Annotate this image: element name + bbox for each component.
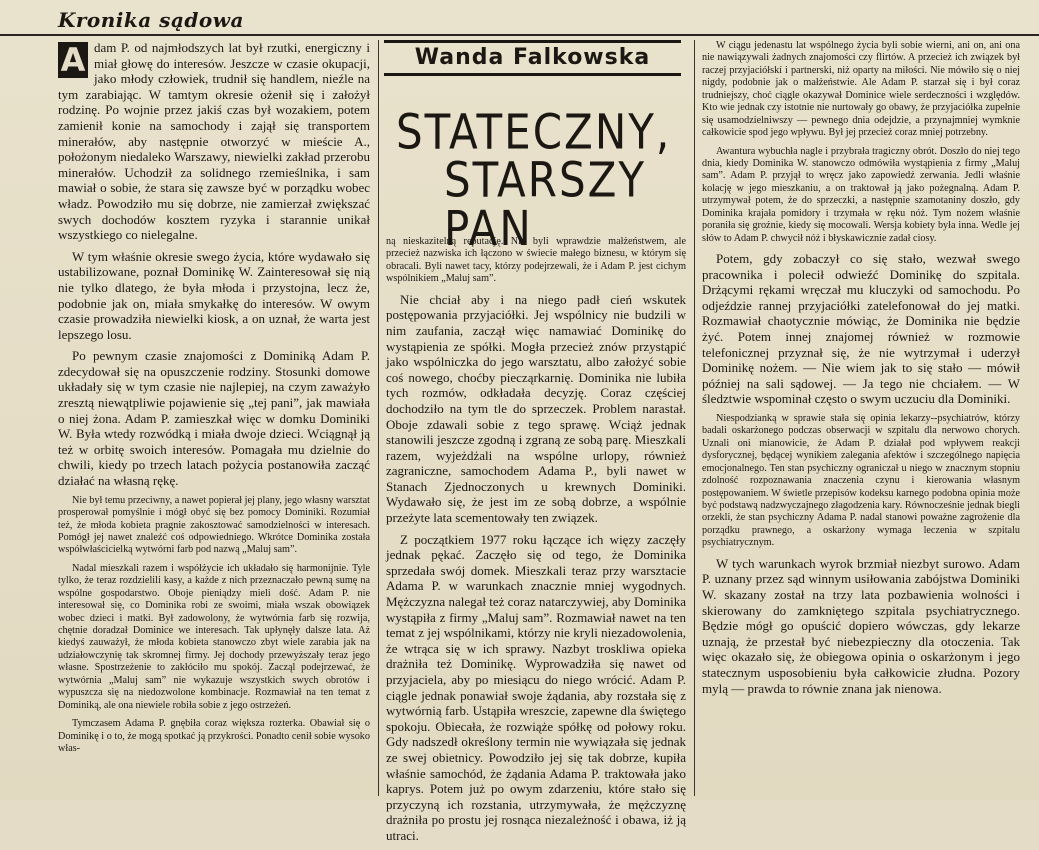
column-2 — [386, 236, 686, 850]
paragraph-small-1: W ciągu jedenastu lat wspólnego życia byli sobie wierni, ani on, ani ona nie nawiązywali żadnych znajomości czy flirtów. A przecież ich związek był raczej przyjaciółskí i partnerski, niż oparty na miłości. Nie mówiło się o niej nigdy, podobnie jak o małżeństwie. Ale Adam P. starzał się i był coraz trudniejszy, choć ciągle okazywał Dominice wiele serdeczności i względów. Kto wie jednak czy istotnie nie nurtowały go obawy, że przyjaciółka zupełnie się usamodzielniwszy — pewnego dnia odejdzie, a przynajmniej wymknie całkowicie spod jego wpływu. Był jej przecież coraz mniej potrzebny. — [702, 40, 1020, 139]
paragraph-small-1: Nie był temu przeciwny, a nawet popierał jej plany, jego własny warsztat prosperował pomyślnie i mógł obyć się bez pomocy Dominiki. Rozumiał też, że młoda kobieta pragnie zakosztować samodzielności w interesach. Pomógł jej nawet znaleźć coś odpowiedniego. Wkrótce Dominika została współwłaścicielką wytwórni farb pod nazwą „Maluj sam”. — [58, 494, 370, 556]
column-3 — [702, 40, 1020, 702]
headline-line-2: STARSZY PAN — [444, 151, 647, 257]
author-box — [384, 40, 681, 76]
paragraph-small-3: Tymczasem Adama P. gnębiła coraz większa rozterka. Obawiał się o Dominikę i o to, że mogą spotkać ją przykrości. Ponadto cenił sobie wysoko włas- — [58, 718, 370, 754]
paragraph-small-1: ną nieskazitelną reputację. Nie byli wprawdzie małżeństwem, ale przecież nazwiska ich łączono w świecie małego biznesu, w którym się obracali. Byli nawet tacy, którzy podejrzewali, że i Adam P. jest cichym wspólnikiem „Maluj sam”. — [386, 236, 686, 285]
paragraph-2: Z początkiem 1977 roku łączące ich więzy zaczęły jednak pękać. Zaczęło się od tego, że Dominika sprzedała swój domek. Mieszkali teraz przy warsztacie Adama P. w warunkach znacznie mniej wygodnych. Mężczyzna nalegał też coraz natarczywiej, aby Dominika wystąpiła z firmy „Maluj sam”. Rozmawiał nawet na ten temat z jej wspólnikami, którzy nie kryli niezadowolenia, że wtrąca się w ich sprawy. Nazbyt troskliwa opieka drażniła też Dominikę. Wyprowadziła się nawet od przyjaciela, aby po miesiącu do niego wrócić. Adam P. ciągle jednak ponawiał swoje żądania, aby rozstała się z wytwórnią farb. Ustąpiła wreszcie, zapewne dla świętego spokoju. Obiecała, że rozwiąże spółkę od połowy roku. Gdy nadszedł określony termin nie wywiązała się jednak ze swej obietnicy. Powodziło jej się tak dobrze, kupiła właśnie samochód, że żądania Adama P. traktowała jako kaprys. Potem już po owym zdarzeniu, które stało się przyczyną ich rozstania, utrzymywała, że mężczyznę drażniła po prostu jej rosnąca niezależność i obawa, iż ją utraci. — [386, 531, 686, 843]
paragraph-3: Po pewnym czasie znajomości z Dominiką Adam P. zdecydował się na opuszczenie rodziny. Stosunki domowe układały się w tym czasie nie najlepiej, na czym zaważyło zresztą niewątpliwie pojawienie się „tej pani”, jak mawiała o niej żona. Adam P. zamieszkał więc w domku Dominiki W. Była wtedy rozwódką i miała dwoje dzieci. Wciągnął ją też w orbitę swoich interesów. Pomagała mu dzielnie do chwili, kiedy po trzech latach pożycia postanowiła zacząć działać na własną rękę. — [58, 348, 370, 489]
drop-cap: A — [58, 42, 88, 78]
headline-line-1: STATECZNY, — [396, 103, 672, 160]
author-name: Wanda Falkowska — [414, 45, 651, 70]
column-1 — [58, 40, 370, 761]
paragraph-small-3: Niespodzianką w sprawie stała się opinia lekarzy--psychiatrów, którzy badali oskarżonego podczas obserwacji w szpitalu dla nerwowo chorych. Uznali oni mianowicie, że Adam P. działał pod wpływem reakcji dysforycznej, będącej wynikiem zalegania afektów i szczególnego napięcia emocjonalnego. Ten stan psychiczny ograniczał u niego w znacznym stopniu zdolność rozpoznawania znaczenia czynu i kierowania własnym postępowaniem. W świetle przepisów kodeksu karnego podobna opinia może być podstawą nadzwyczajnego złagodzenia kary. Równocześnie jednak biegli orzekli, że stan psychiczny Adama P. nadal stanowi poważne zagrożenie dla porządku prawnego, a oskarżony wymaga leczenia w szpitalu psychiatrycznym. — [702, 412, 1020, 549]
headline — [396, 103, 686, 257]
paragraph-small-2: Nadal mieszkali razem i współżycie ich układało się harmonijnie. Tyle tylko, że teraz rozdzielili kasy, a każde z nich przeznaczało pewną sumę na wspólne gospodarstwo. Oboje pieniądzy mieli dość. Adam P. nie interesował się, co Dominika robi ze swoimi, miała wszak obowiązek wobec dzieci i matki. Był zadowolony, że wytwórnia farb się rozwija, chętnie doradzał Dominice we interesach. Tak upłynęły dalsze lata. Aż kiedyś zauważył, że młoda kobieta stanowczo zbyt wiele zarabia jak na udziałowczynię tak skromnej firmy. Jej dochody przewyższały teraz jego własne. Spostrzeżenie to zakłóciło mu spokój. Zacząl podejrzewać, że wytwórnia „Maluj sam” nie wykazuje wszystkich swych obrotów i wypuszcza się na niedozwolone kombinacje. Rozmawiał na ten temat z Dominiką, ale ona niewiele robiła sobie z jego ostrzeżeń. — [58, 562, 370, 711]
section-rubric: Kronika sądowa — [58, 8, 244, 32]
paragraph-small-2: Awantura wybuchła nagle i przybrała tragiczny obrót. Doszło do niej tego dnia, kiedy Dominika W. stanowczo odmówiła wystąpienia z firmy „Maluj sam”. Adam P. przyjął to wręcz jako zapowiedź zerwania. Jedli właśnie kolację w jego mieszkaniu, a on traktował ją jako pożegnalną. Adam P. utrzymywał potem, że do sprzeczki, a następnie szamotaniny doszło, gdy Dominika krajała pomidory i trzymała w ręku nóż. Tym nożem właśnie poraniła się groźnie, kiedy się mocowali. Wersja kobiety była inna. Wedle jej słów to Adam P. chwycił nóż i błyskawicznie zadał ciosy. — [702, 145, 1020, 244]
paragraph-1: Nie chciał aby i na niego padł cień wskutek postępowania przyjaciółki. Jej wspólnicy nie budzili w nim zaufania, zaczął więc namawiać Dominikę do wystąpienia ze spółki. Mogła przecież znów przystąpić jako wspólniczka do jego warsztatu, albo założyć sobie coś nowego, choćby piecząrkarnię. Dominika nie lubiła tych rozmów, odkładała decyzję. Coraz częściej dochodziło na tym tle do sprzeczek. Problem narastał. Oboje zdawali sobie z tego sprawę. Wciąż jednak stanowili jeszcze zgodną i zgraną ze sobą parę. Mieszkali razem, wyjeżdżali na wspólne urlopy, również zagraniczne, samochodem Adama P., byli nawet w Stanach Zjednoczonych u krewnych Dominiki. Wydawało się, że jest im ze sobą dobrze, a wspólnie przeżyte lata scementowały ten związek. — [386, 291, 686, 526]
top-rule — [0, 34, 1039, 36]
paragraph-1: Potem, gdy zobaczył co się stało, wezwał swego pracownika i polecił odwieźć Dominikę do szpitala. Drżącymi rękami wręczał mu kluczyki od samochodu. Po odjeździe rannej przyjaciółki zatelefonował do jej matki. Rozmawiał chaotycznie mówiąc, że Dominika nie będzie żyć. Potem innej znajomej również w rozmowie telefonicznej przyznał się, że nie wytrzymał i uderzył Dominikę nożem. — Nie wiem jak to się stało — mówił później na sali sądowej. — Ja tego nie chciałem. — W śledztwie wspominał często o swym uczuciu dla Dominiki. — [702, 251, 1020, 407]
column-divider — [694, 40, 695, 796]
paragraph-2: W tych warunkach wyrok brzmiał niezbyt surowo. Adam P. uznany przez sąd winnym usiłowania zabójstwa Dominiki W. skazany został na trzy lata pozbawienia wolności i skierowany do zamkniętego szpitala psychiatrycznego. Będzie mógł go opuścić dopiero wówczas, gdy lekarze uznają, że przestał być niebezpieczny dla otoczenia. Tak więc okazało się, że obiegowa opinia o oskarżonym i jego statecznym usposobieniu była całkowicie złudna. Pozory mylą — prawda to równie znana jak nienowa. — [702, 555, 1020, 696]
paragraph-1: A dam P. od najmłodszych lat był rzutki, energiczny i miał głowę do interesów. Jeszcze w czasie okupacji, jako młody człowiek, trudnił się handlem, nieźle na tym zarabiając. W tamtym okresie ożenił się i założył rodzinę. Po wojnie przez jakiś czas był wozakiem, potem zamienił konie na samochody i zajął się transportem minerałów, aby następnie otworzyć w mieście A., położonym niedaleko Warszawy, niewielki zakład przerobu minerałów. Uchodził za solidnego rzemieślnika, i sam mawiał o sobie, że stara się zawsze być w porządku wobec władz. Powodziło mu się dobrze, nie zamierzał zwiększać swych dochodów kosztem ryzyka i starannie unikał wszystkiego co nielegalne. — [58, 40, 370, 243]
column-divider — [378, 40, 379, 796]
paragraph-2: W tym właśnie okresie swego życia, które wydawało się ustabilizowane, poznał Dominikę W. Zainteresował się nią nie tylko dlatego, że była młoda i przystojna, lecz że, podobnie jak on, miała smykałkę do interesów. W owym czasie prowadziła niewielki kiosk, a on uznał, że warta jest lepszego losu. — [58, 248, 370, 342]
